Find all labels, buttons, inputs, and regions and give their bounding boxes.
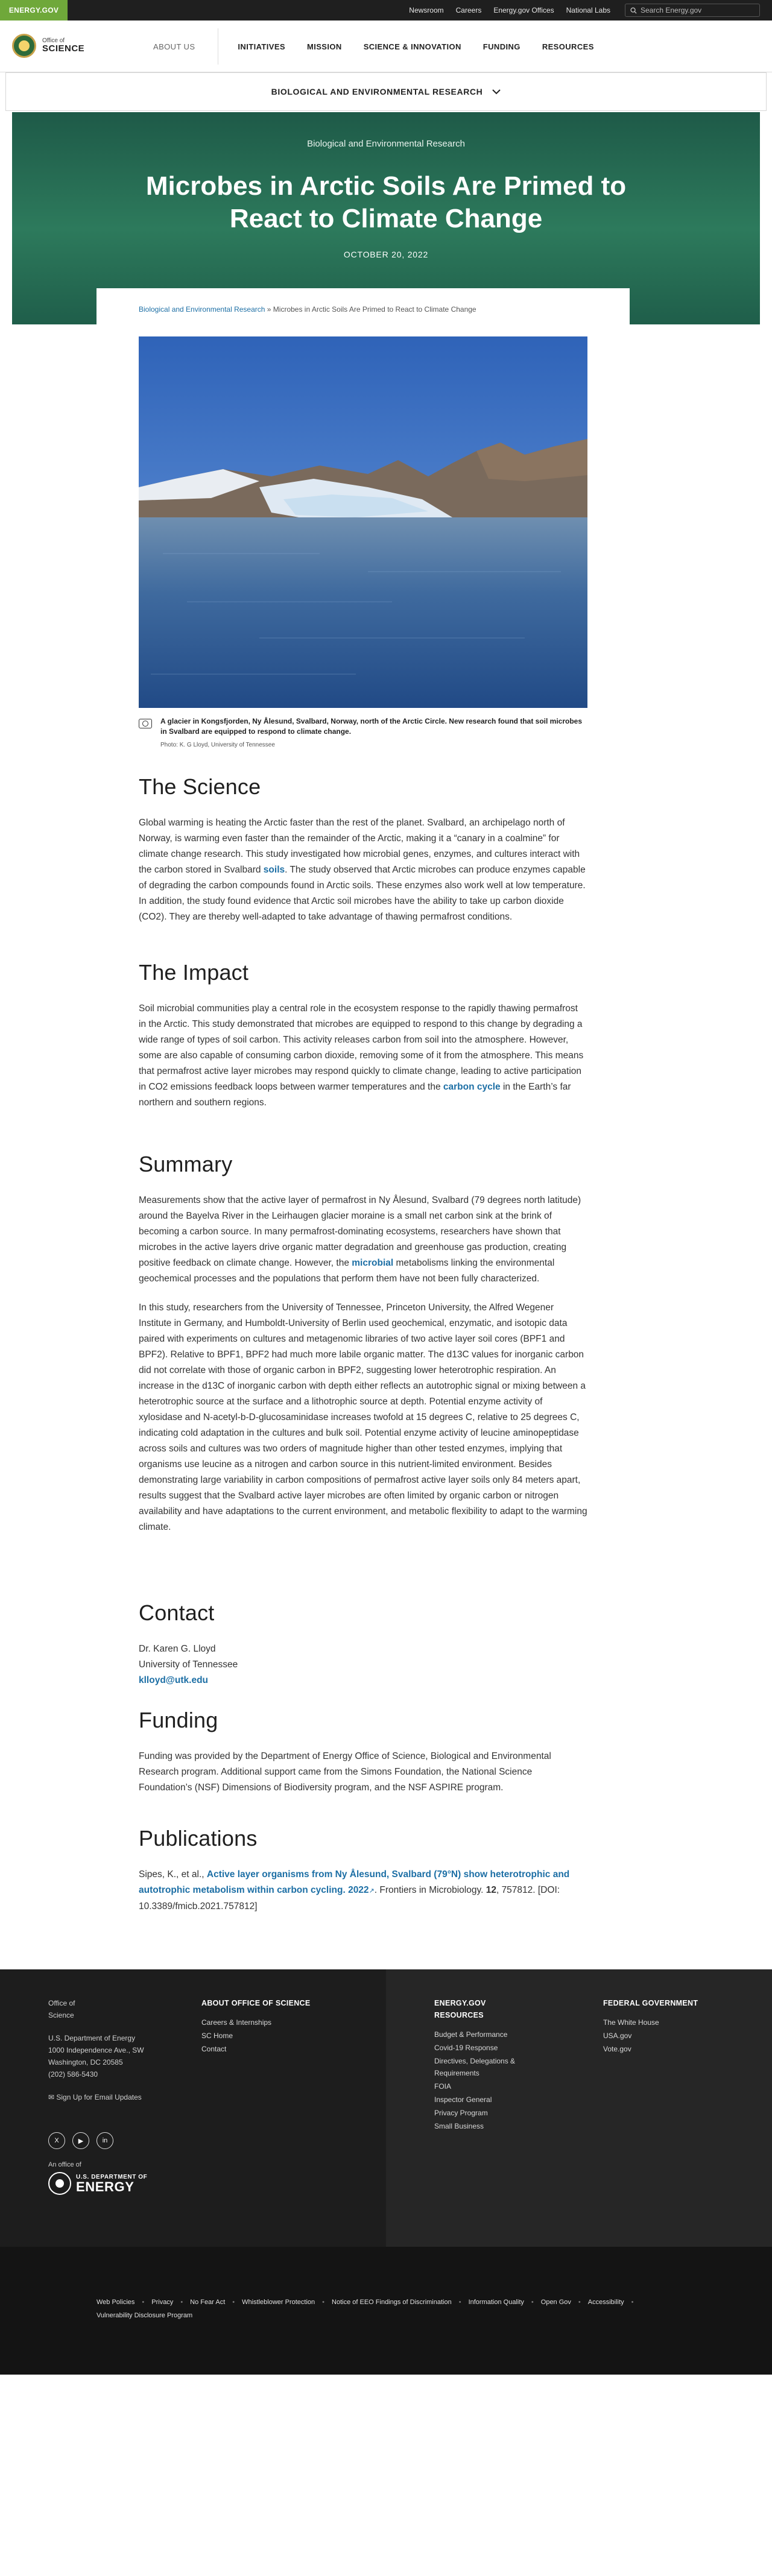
logo-large-text: SCIENCE — [42, 43, 85, 54]
nav-funding[interactable]: FUNDING — [482, 42, 520, 51]
doe-logo-large: ENERGY — [76, 2179, 134, 2194]
legal-link-whistleblower[interactable]: Whistleblower Protection — [242, 2299, 315, 2306]
pub-authors: Sipes, K., et al., — [139, 1869, 204, 1880]
footer-office-line-1: Office of — [48, 1999, 75, 2007]
utility-bar — [0, 0, 772, 21]
utility-links — [409, 0, 610, 21]
main-nav — [142, 21, 605, 72]
legal-link-vulnerability-disclosure[interactable]: Vulnerability Disclosure Program — [96, 2312, 193, 2319]
footer-address-2: 1000 Independence Ave., SW — [48, 2046, 144, 2054]
breadcrumb-link-ber[interactable]: Biological and Environmental Research — [139, 305, 265, 314]
email-signup-link[interactable] — [48, 2091, 144, 2103]
impact-text-b: in the Earth’s far northern and southern regions. — [139, 1082, 571, 1108]
summary-heading: Summary — [139, 1152, 233, 1176]
email-signup-label: Sign Up for Email Updates — [56, 2093, 142, 2101]
footer-link-vote-gov[interactable]: Vote.gov — [603, 2045, 631, 2053]
office-of-science-logo[interactable] — [12, 34, 84, 58]
section-publications — [139, 1826, 587, 1928]
footer-address-3: Washington, DC 20585 — [48, 2058, 123, 2066]
footer-link-budget[interactable]: Budget & Performance — [434, 2030, 508, 2039]
footer-office-line-2: Science — [48, 2011, 74, 2019]
publication-link[interactable]: Active layer organisms from Ny Ålesund, Svalbard (79°N) show heterotrophic and autotrophic metabolism within carbon cycling. 2022 — [139, 1869, 570, 1895]
footer-link-careers[interactable]: Careers & Internships — [201, 2018, 272, 2027]
hero-category: Biological and Environmental Research — [307, 139, 465, 149]
section-contact — [139, 1600, 587, 1688]
search-icon — [630, 7, 637, 14]
summary-text-b: metabolisms linking the environmental geochemical processes and the populations that perform them have not been fully characterized. — [139, 1258, 555, 1284]
section-label: BIOLOGICAL AND ENVIRONMENTAL RESEARCH — [271, 87, 483, 96]
legal-link-web-policies[interactable]: Web Policies — [96, 2299, 135, 2306]
footer-federal-heading: FEDERAL GOVERNMENT — [603, 1999, 698, 2007]
nav-mission[interactable]: MISSION — [306, 42, 342, 51]
section-science — [139, 774, 587, 938]
section-summary — [139, 1152, 587, 1548]
impact-heading: The Impact — [139, 960, 249, 985]
publications-heading: Publications — [139, 1826, 258, 1851]
social-links — [48, 2132, 113, 2149]
contact-email-link[interactable]: klloyd@utk.edu — [139, 1675, 209, 1685]
footer-address-1: U.S. Department of Energy — [48, 2034, 136, 2042]
contact-heading: Contact — [139, 1600, 215, 1625]
utility-link-labs[interactable]: National Labs — [566, 6, 610, 14]
publish-date: OCTOBER 20, 2022 — [343, 250, 429, 259]
photo-caption — [139, 716, 587, 748]
footer-about-column — [201, 1997, 311, 2056]
footer-phone: (202) 586-5430 — [48, 2070, 98, 2079]
search-input[interactable] — [625, 4, 760, 17]
footer-resources-column — [434, 1997, 531, 2133]
doe-logo-small: U.S. DEPARTMENT OF — [76, 2173, 148, 2180]
footer-link-inspector-general[interactable]: Inspector General — [434, 2095, 492, 2104]
page-title: Microbes in Arctic Soils Are Primed to React to Climate Change — [145, 171, 627, 233]
site-header — [0, 21, 772, 72]
utility-link-careers[interactable]: Careers — [455, 6, 482, 14]
envelope-icon: ✉ — [48, 2093, 57, 2101]
footer-contact-column — [48, 1997, 144, 2103]
footer-link-foia[interactable]: FOIA — [434, 2082, 452, 2091]
breadcrumb-current: Microbes in Arctic Soils Are Primed to React to Climate Change — [273, 305, 476, 314]
science-paragraph — [139, 815, 587, 925]
an-office-of-label: An office of — [48, 2161, 81, 2168]
legal-link-no-fear-act[interactable]: No Fear Act — [190, 2299, 226, 2306]
legal-link-privacy[interactable]: Privacy — [151, 2299, 174, 2306]
breadcrumb-separator: » — [265, 305, 273, 314]
caption-text: A glacier in Kongsfjorden, Ny Ålesund, Svalbard, Norway, north of the Arctic Circle. New research found that soil microbes in Svalbard are equipped to respond to climate change. — [160, 717, 583, 736]
utility-link-newsroom[interactable]: Newsroom — [409, 6, 444, 14]
pub-volume: 12 — [486, 1885, 496, 1895]
utility-link-offices[interactable]: Energy.gov Offices — [493, 6, 554, 14]
microbial-link[interactable]: microbial — [352, 1258, 394, 1268]
summary-text-a: Measurements show that the active layer of permafrost in Ny Ålesund, Svalbard (79 degrees north latitude) around the Bayelva River in the Leirhaugen glacier moraine is a small net carbon sink at the brink of becoming a carbon source. In many permafrost-dominating ecosystems, researchers have shown that microbes in the active layers drive organic matter degradation and greenhouse gas production, creating positive feedback on climate change. However, the — [139, 1195, 581, 1268]
legal-link-open-gov[interactable]: Open Gov — [540, 2299, 571, 2306]
impact-text-a: Soil microbial communities play a central role in the ecosystem response to the rapidly thawing permafrost in the Arctic. This study demonstrated that microbes are equipped to respond to this change by degrading a wide range of types of soil carbon. This activity releases carbon from soil into the atmosphere. However, some are also capable of consuming carbon dioxide, removing some of it from the atmosphere. This means that permafrost active layer microbes may respond quickly to climate change, leading to active participation in CO2 emissions feedback loops between warmer temperatures and the — [139, 1003, 584, 1092]
section-impact — [139, 960, 587, 1124]
legal-footer — [0, 2247, 772, 2375]
pub-journal-b: , 757812. [DOI: 10.3389/fmicb.2021.757812] — [139, 1885, 560, 1911]
summary-paragraph-2: In this study, researchers from the University of Tennessee, Princeton University, the Alfred Wegener Institute in Germany, and Humboldt-University of Berlin used geochemical, enzymatic, and isotopic data paired with experiments on cultures and metagenomic libraries of two active layer soil cores (BPF1 and BPF2). Relative to BPF1, BPF2 had much more labile organic matter. The d13C values for inorganic carbon did not correlate with those of organic carbon in BPF2, suggesting lower heterotrophic respiration. An increase in the d13C of inorganic carbon with depth either reflects an autotrophic signal or mixing between a heterotrophic source at the surface and a lithotrophic source at depth. Potential enzyme activity of xylosidase and N-acetyl-b-D-glucosaminidase increases twofold at 15 degrees C, relative to 25 degrees C, indicating cold adaptation in the cultures and bulk soil. Potential enzyme activity of leucine aminopeptidase across soils and cultures was two orders of magnitude higher than other tested enzymes, implying that organisms use leucine as a nitrogen and carbon source in this nutrient-limited environment. Besides demonstrating large variability in carbon compositions of permafrost active layer soils only 84 meters apart, results suggest that the Svalbard active layer microbes are often limited by organic carbon or nitrogen availability and have adaptations to the current environment, and metabolic flexibility to adapt to the warming climate. — [139, 1302, 587, 1532]
footer-federal-column — [603, 1997, 698, 2056]
camera-icon — [139, 719, 152, 728]
footer-link-covid[interactable]: Covid-19 Response — [434, 2044, 498, 2052]
summary-paragraph-1 — [139, 1193, 587, 1287]
search-placeholder: Search Energy.gov — [641, 6, 702, 14]
footer-link-directives[interactable]: Directives, Delegations & Requirements — [434, 2057, 516, 2077]
doe-seal-icon — [12, 34, 36, 58]
section-dropdown[interactable] — [5, 72, 767, 111]
nav-science-innovation[interactable]: SCIENCE & INNOVATION — [363, 42, 461, 51]
footer-link-privacy-program[interactable]: Privacy Program — [434, 2109, 488, 2117]
logo-small-text: Office of — [42, 37, 65, 45]
legal-link-eeo[interactable]: Notice of EEO Findings of Discrimination — [332, 2299, 452, 2306]
nav-initiatives[interactable]: INITIATIVES — [238, 42, 285, 51]
nav-about-us[interactable]: ABOUT US — [142, 28, 218, 65]
footer-link-small-business[interactable]: Small Business — [434, 2122, 484, 2130]
carbon-cycle-link[interactable]: carbon cycle — [443, 1082, 501, 1092]
x-social-icon[interactable]: X — [48, 2132, 65, 2149]
external-link-icon: ↗ — [369, 1887, 375, 1895]
doe-seal-icon — [48, 2172, 71, 2195]
article-card — [96, 288, 630, 1971]
linkedin-social-icon[interactable]: in — [96, 2132, 113, 2149]
footer-link-usa-gov[interactable]: USA.gov — [603, 2031, 632, 2040]
publication-citation — [139, 1867, 587, 1915]
nav-resources[interactable]: RESOURCES — [542, 42, 594, 51]
doe-footer-logo[interactable] — [48, 2172, 147, 2195]
photo-credit: Photo: K. G Lloyd, University of Tennessee — [160, 742, 275, 748]
site-footer — [0, 1969, 772, 2247]
section-subnav — [0, 72, 772, 111]
impact-paragraph — [139, 1001, 587, 1111]
section-funding — [139, 1708, 587, 1809]
legal-link-accessibility[interactable]: Accessibility — [587, 2299, 624, 2306]
footer-resources-heading: ENERGY.GOV RESOURCES — [434, 1999, 486, 2019]
science-heading: The Science — [139, 774, 261, 799]
pub-journal-a: . Frontiers in Microbiology. — [374, 1885, 486, 1895]
science-text-b: . The study observed that Arctic microbes can produce enzymes capable of degrading the carbon compounds found in Arctic soils. These enzymes also work well at low temperature. In addition, the study found evidence that Arctic soil microbes have the ability to take up carbon dioxide (CO2). They are thereby well-adapted to take advantage of thawing permafrost conditions. — [139, 865, 586, 922]
footer-link-sc-home[interactable]: SC Home — [201, 2031, 233, 2040]
footer-link-white-house[interactable]: The White House — [603, 2018, 659, 2027]
funding-paragraph: Funding was provided by the Department of Energy Office of Science, Biological and Environmental Research program. Additional support came from the Simons Foundation, the National Science Foundation’s (NSF) Dimensions of Biodiversity program, and the NSF ASPIRE program. — [139, 1751, 551, 1793]
energy-gov-brand-link[interactable]: ENERGY.GOV — [0, 0, 68, 21]
science-text-a: Global warming is heating the Arctic faster than the rest of the planet. Svalbard, an archipelago north of Norway, is warming even faster than the remainder of the Arctic, making it a “canary in a coalmine” for climate change research. This study investigated how microbial genes, enzymes, and cultures interact with the carbon stored in Svalbard — [139, 818, 580, 875]
breadcrumb — [139, 305, 476, 314]
contact-org: University of Tennessee — [139, 1659, 238, 1670]
legal-links: Web Policies • Privacy • No Fear Act • Whistleblower Protection • Notice of EEO Findings of Discrimination • Information Quality • Open Gov • Accessibility • Vulnerability Disclosure Program — [96, 2299, 634, 2319]
footer-link-contact[interactable]: Contact — [201, 2045, 227, 2053]
contact-name: Dr. Karen G. Lloyd — [139, 1644, 216, 1654]
chevron-down-icon — [492, 89, 501, 95]
youtube-social-icon[interactable]: ▶ — [72, 2132, 89, 2149]
glacier-illustration — [139, 336, 587, 708]
footer-about-heading: ABOUT OFFICE OF SCIENCE — [201, 1999, 311, 2007]
funding-heading: Funding — [139, 1708, 218, 1732]
legal-link-information-quality[interactable]: Information Quality — [468, 2299, 524, 2306]
glacier-photo — [139, 336, 587, 708]
soils-link[interactable]: soils — [263, 865, 285, 875]
